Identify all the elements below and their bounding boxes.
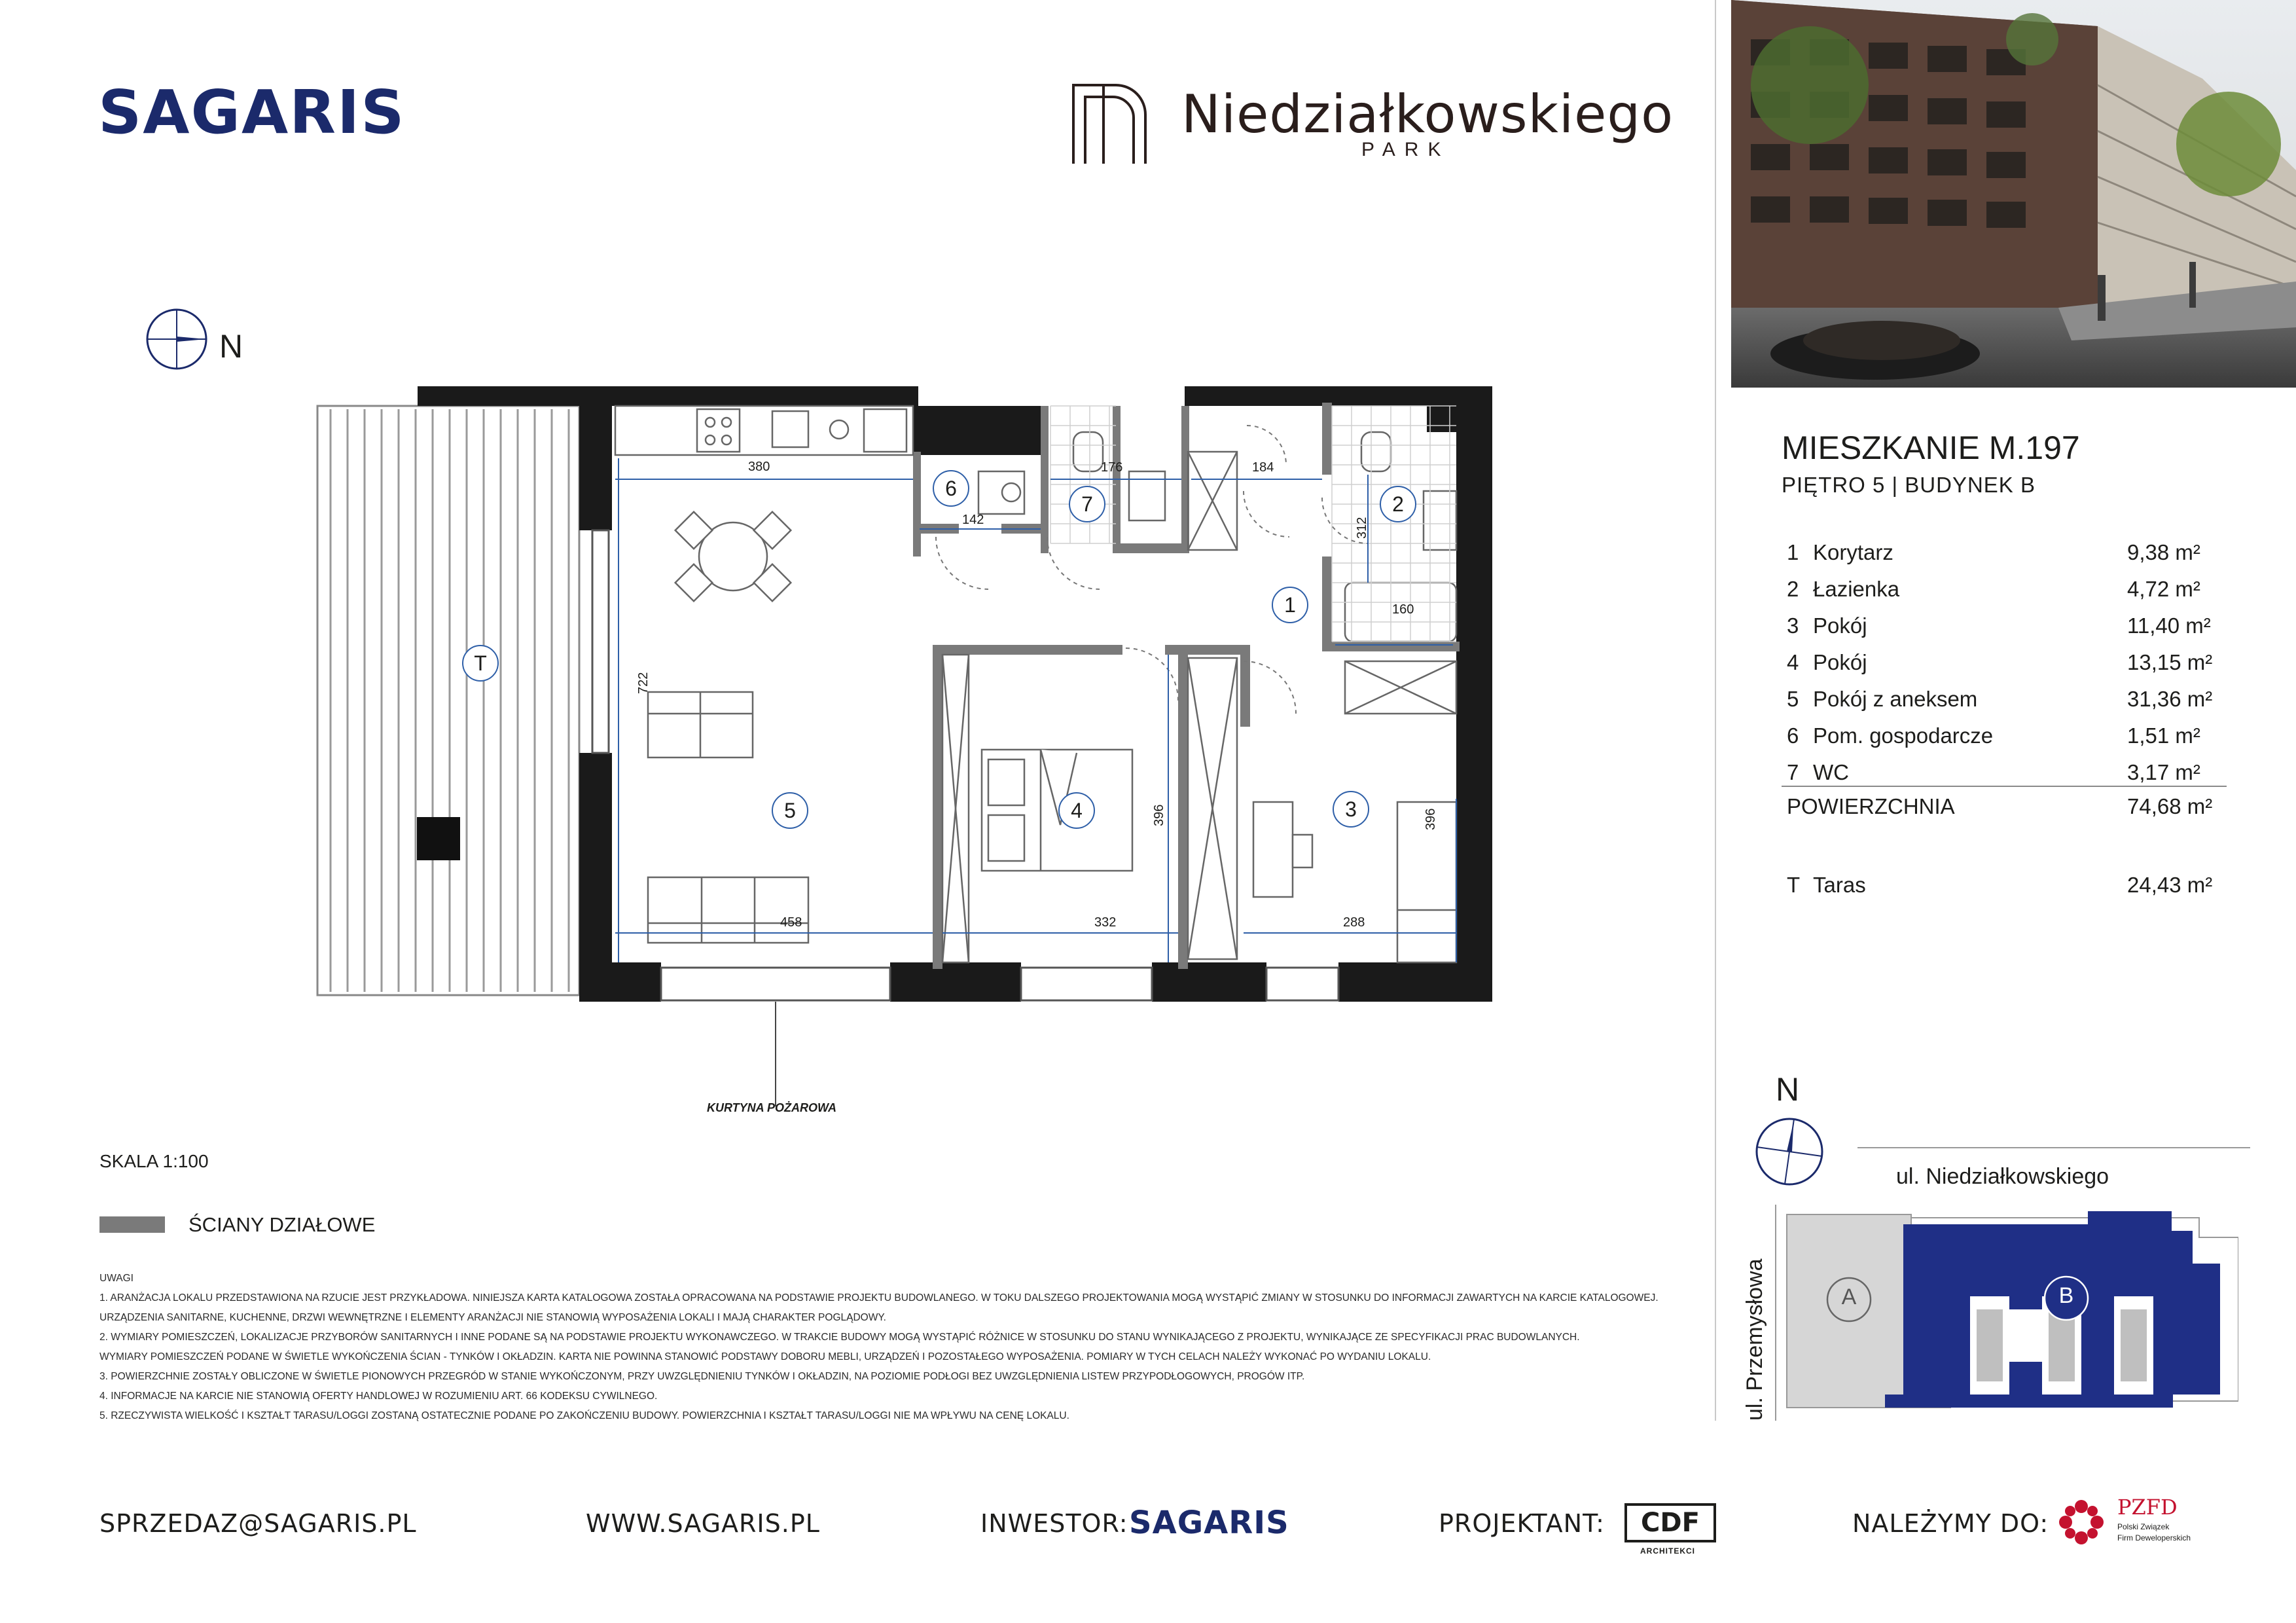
room-name: Korytarz [1813, 540, 1893, 564]
member-label: NALEŻYMY DO: [1852, 1509, 2049, 1538]
fire-curtain-label: KURTYNA POŻAROWA [707, 1101, 836, 1114]
terrace-row [1787, 873, 2219, 903]
street-label-niedzialkowskiego: ul. Niedziałkowskiego [1896, 1164, 2109, 1189]
room-row [1787, 723, 2219, 754]
kitchen-counter [615, 406, 913, 455]
room-number: 2 [1787, 577, 1799, 601]
room-area: 4,72 m² [2127, 577, 2200, 601]
pzfd-logo-icon [2055, 1496, 2108, 1548]
bed [982, 750, 1132, 871]
scale-label: SKALA 1:100 [99, 1151, 209, 1171]
dimension-label: 458 [780, 915, 802, 930]
floor-plan [308, 380, 1505, 1120]
dimension-label: 396 [1424, 808, 1438, 830]
room-row [1787, 613, 2219, 644]
room-area: 9,38 m² [2127, 540, 2200, 564]
notes [99, 1269, 1683, 1426]
email-link[interactable]: SPRZEDAZ@SAGARIS.PL [99, 1509, 417, 1538]
designer-label: PROJEKTANT: [1439, 1509, 1605, 1538]
dimension-label: 160 [1392, 602, 1414, 617]
apartment-title: MIESZKANIE M.197 [1782, 429, 2080, 466]
vertical-divider [1715, 0, 1716, 1421]
room-label-5: 5 [772, 792, 808, 829]
room-label-1: 1 [1272, 587, 1308, 623]
room-name: Pokój [1813, 650, 1867, 674]
dimension-label: 288 [1343, 915, 1365, 930]
room-label-6: 6 [933, 470, 969, 507]
room-number: 5 [1787, 687, 1799, 711]
total-divider [1782, 786, 2227, 787]
partition-wall-swatch [99, 1216, 165, 1233]
project-name: Niedziałkowskiego [1181, 84, 1674, 145]
note-line: 2. WYMIARY POMIESZCZEŃ, LOKALIZACJE PRZYBORÓW SANITARNYCH I INNE PODANE SĄ NA PODSTAWIE PROJEKTU WYKONAWCZEGO. W TRAKCIE BUDOWY MOGĄ WYSTĄPIĆ RÓŻNICE W STOSUNKU DO STANU WYNIKAJĄCEGO Z PROJEKTU, WYNIKAJĄCE ZE SPECYFIKACJI PRAC BUDOWLANYCH. [99, 1332, 1580, 1343]
note-line: WYMIARY POMIESZCZEŃ PODANE W ŚWIETLE WYKOŃCZENIA ŚCIAN - TYNKÓW I OKŁADZIN. KARTA NIE POWINNA STANOWIĆ PODSTAWY DOBORU MEBLI, URZĄDZEŃ I POZOSTAŁEGO WYPOSAŻENIA. POMIARY W TYCH CELACH NALEŻY WYKONAĆ PO WYDANIU LOKALU. [99, 1351, 1431, 1362]
room-row [1787, 687, 2219, 717]
site-compass-north-label: N [1776, 1071, 1800, 1108]
dimension-label: 722 [636, 672, 651, 694]
room-number: 6 [1787, 723, 1799, 748]
site-plan-map [1780, 1205, 2238, 1421]
terrace-name: Taras [1813, 873, 1866, 897]
room-name: Łazienka [1813, 577, 1900, 601]
street-label-przemyslowa: ul. Przemysłowa [1742, 1258, 1767, 1421]
cdf-logo-sub: ARCHITEKCI [1640, 1546, 1695, 1556]
room-row [1787, 540, 2219, 570]
room-number: 4 [1787, 650, 1799, 674]
room-number: 7 [1787, 760, 1799, 784]
niedzialkowskiego-park-logo-mark [1067, 79, 1152, 167]
building-a-label: A [1841, 1285, 1857, 1309]
cdf-logo: CDF [1624, 1503, 1716, 1542]
terrace-number: T [1787, 873, 1801, 897]
total-area-label: POWIERZCHNIA [1787, 794, 1955, 818]
dining-table [675, 512, 791, 602]
note-line: 4. INFORMACJE NA KARCIE NIE STANOWIĄ OFERTY HANDLOWEJ W ROZUMIENIU ART. 66 KODEKSU CYWILNEGO. [99, 1391, 658, 1402]
total-area-value: 74,68 m² [2127, 794, 2213, 818]
room-name: WC [1813, 760, 1849, 784]
street-line [1857, 1147, 2250, 1148]
street-line-vertical [1775, 1205, 1776, 1421]
room-area: 11,40 m² [2127, 613, 2211, 638]
pzfd-logo-sub1: Polski Związek [2117, 1522, 2170, 1531]
room-label-4: 4 [1058, 792, 1095, 829]
pzfd-logo-text: PZFD [2117, 1495, 2178, 1520]
room-area: 13,15 m² [2127, 650, 2213, 674]
investor-logo: SAGARIS [1129, 1504, 1289, 1541]
legend-label: ŚCIANY DZIAŁOWE [188, 1213, 376, 1236]
note-line: 1. ARANŻACJA LOKALU PRZEDSTAWIONA NA RZUCIE JEST PRZYKŁADOWA. NINIEJSZA KARTA KATALOGOWA ZOSTAŁA OPRACOWANA NA PODSTAWIE PROJEKTU BUDOWLANEGO. W TOKU DALSZEGO PROJEKTOWANIA MOGĄ WYSTĄPIĆ ZMIANY W STOSUNKU DO INFORMACJI ZAWARTYCH NA KARCIE KATALOGOWEJ. [99, 1292, 1659, 1304]
note-line: URZĄDZENIA SANITARNE, KUCHENNE, DRZWI WEWNĘTRZNE I ELEMENTY ARANŻACJI NIE STANOWIĄ WYPOSAŻENIA LOKALI I MAJĄ CHARAKTER POGLĄDOWY. [99, 1312, 886, 1323]
building-b-label: B [2058, 1283, 2074, 1308]
note-line: 3. POWIERZCHNIE ZOSTAŁY OBLICZONE W ŚWIETLE PIONOWYCH PRZEGRÓD W STANIE WYKOŃCZONYM, PRZY UWZGLĘDNIENIU TYNKÓW I OKŁADZIN, NA POZIOMIE PODŁOGI BEZ UWZGLĘDNIENIA LISTEW PRZYPODŁOGOWYCH, PROGÓW ITP. [99, 1371, 1305, 1382]
room-label-2: 2 [1380, 486, 1416, 522]
dimension-label: 176 [1101, 460, 1123, 475]
room-name: Pom. gospodarcze [1813, 723, 1994, 748]
door-swings [936, 426, 1368, 714]
terrace-column [417, 817, 460, 860]
apartment-subtitle: PIĘTRO 5 | BUDYNEK B [1782, 473, 2036, 497]
room-number: 3 [1787, 613, 1799, 638]
dimension-label: 380 [748, 460, 770, 474]
compass-north-label: N [219, 328, 243, 365]
website-link[interactable]: WWW.SAGARIS.PL [586, 1509, 820, 1538]
room-name: Pokój z aneksem [1813, 687, 1978, 711]
room-area: 31,36 m² [2127, 687, 2213, 711]
room-area: 1,51 m² [2127, 723, 2200, 748]
room-label-7: 7 [1069, 486, 1105, 522]
building-render-photo [1731, 0, 2296, 388]
room-label-terrace: T [462, 645, 499, 682]
terrace-area-hatch [317, 406, 579, 995]
terrace-area: 24,43 m² [2127, 873, 2213, 897]
pzfd-logo-sub2: Firm Deweloperskich [2117, 1533, 2191, 1542]
room-row [1787, 650, 2219, 680]
dimension-label: 312 [1355, 517, 1369, 539]
dimension-label: 184 [1252, 460, 1274, 475]
room-number: 1 [1787, 540, 1799, 564]
project-subname: PARK [1361, 139, 1450, 160]
note-line: 5. RZECZYWISTA WIELKOŚĆ I KSZTAŁT TARASU/LOGGI ZOSTANĄ OSTATECZNIE PODANE PO ZAKOŃCZENIU BUDOWY. POWIERZCHNIA I KSZTAŁT TARASU/LOGGI NIE MA WPŁYWU NA CENĘ LOKALU. [99, 1410, 1069, 1421]
room-row [1787, 577, 2219, 607]
dimension-label: 332 [1094, 915, 1117, 930]
dimension-label: 396 [1152, 804, 1166, 826]
notes-heading: UWAGI [99, 1273, 134, 1284]
room-area: 3,17 m² [2127, 760, 2200, 784]
investor-label: INWESTOR: [980, 1509, 1128, 1538]
compass-icon [145, 308, 208, 371]
sagaris-logo: SAGARIS [98, 77, 406, 147]
dimension-label: 142 [962, 513, 984, 527]
room-name: Pokój [1813, 613, 1867, 638]
room-label-3: 3 [1333, 791, 1369, 828]
